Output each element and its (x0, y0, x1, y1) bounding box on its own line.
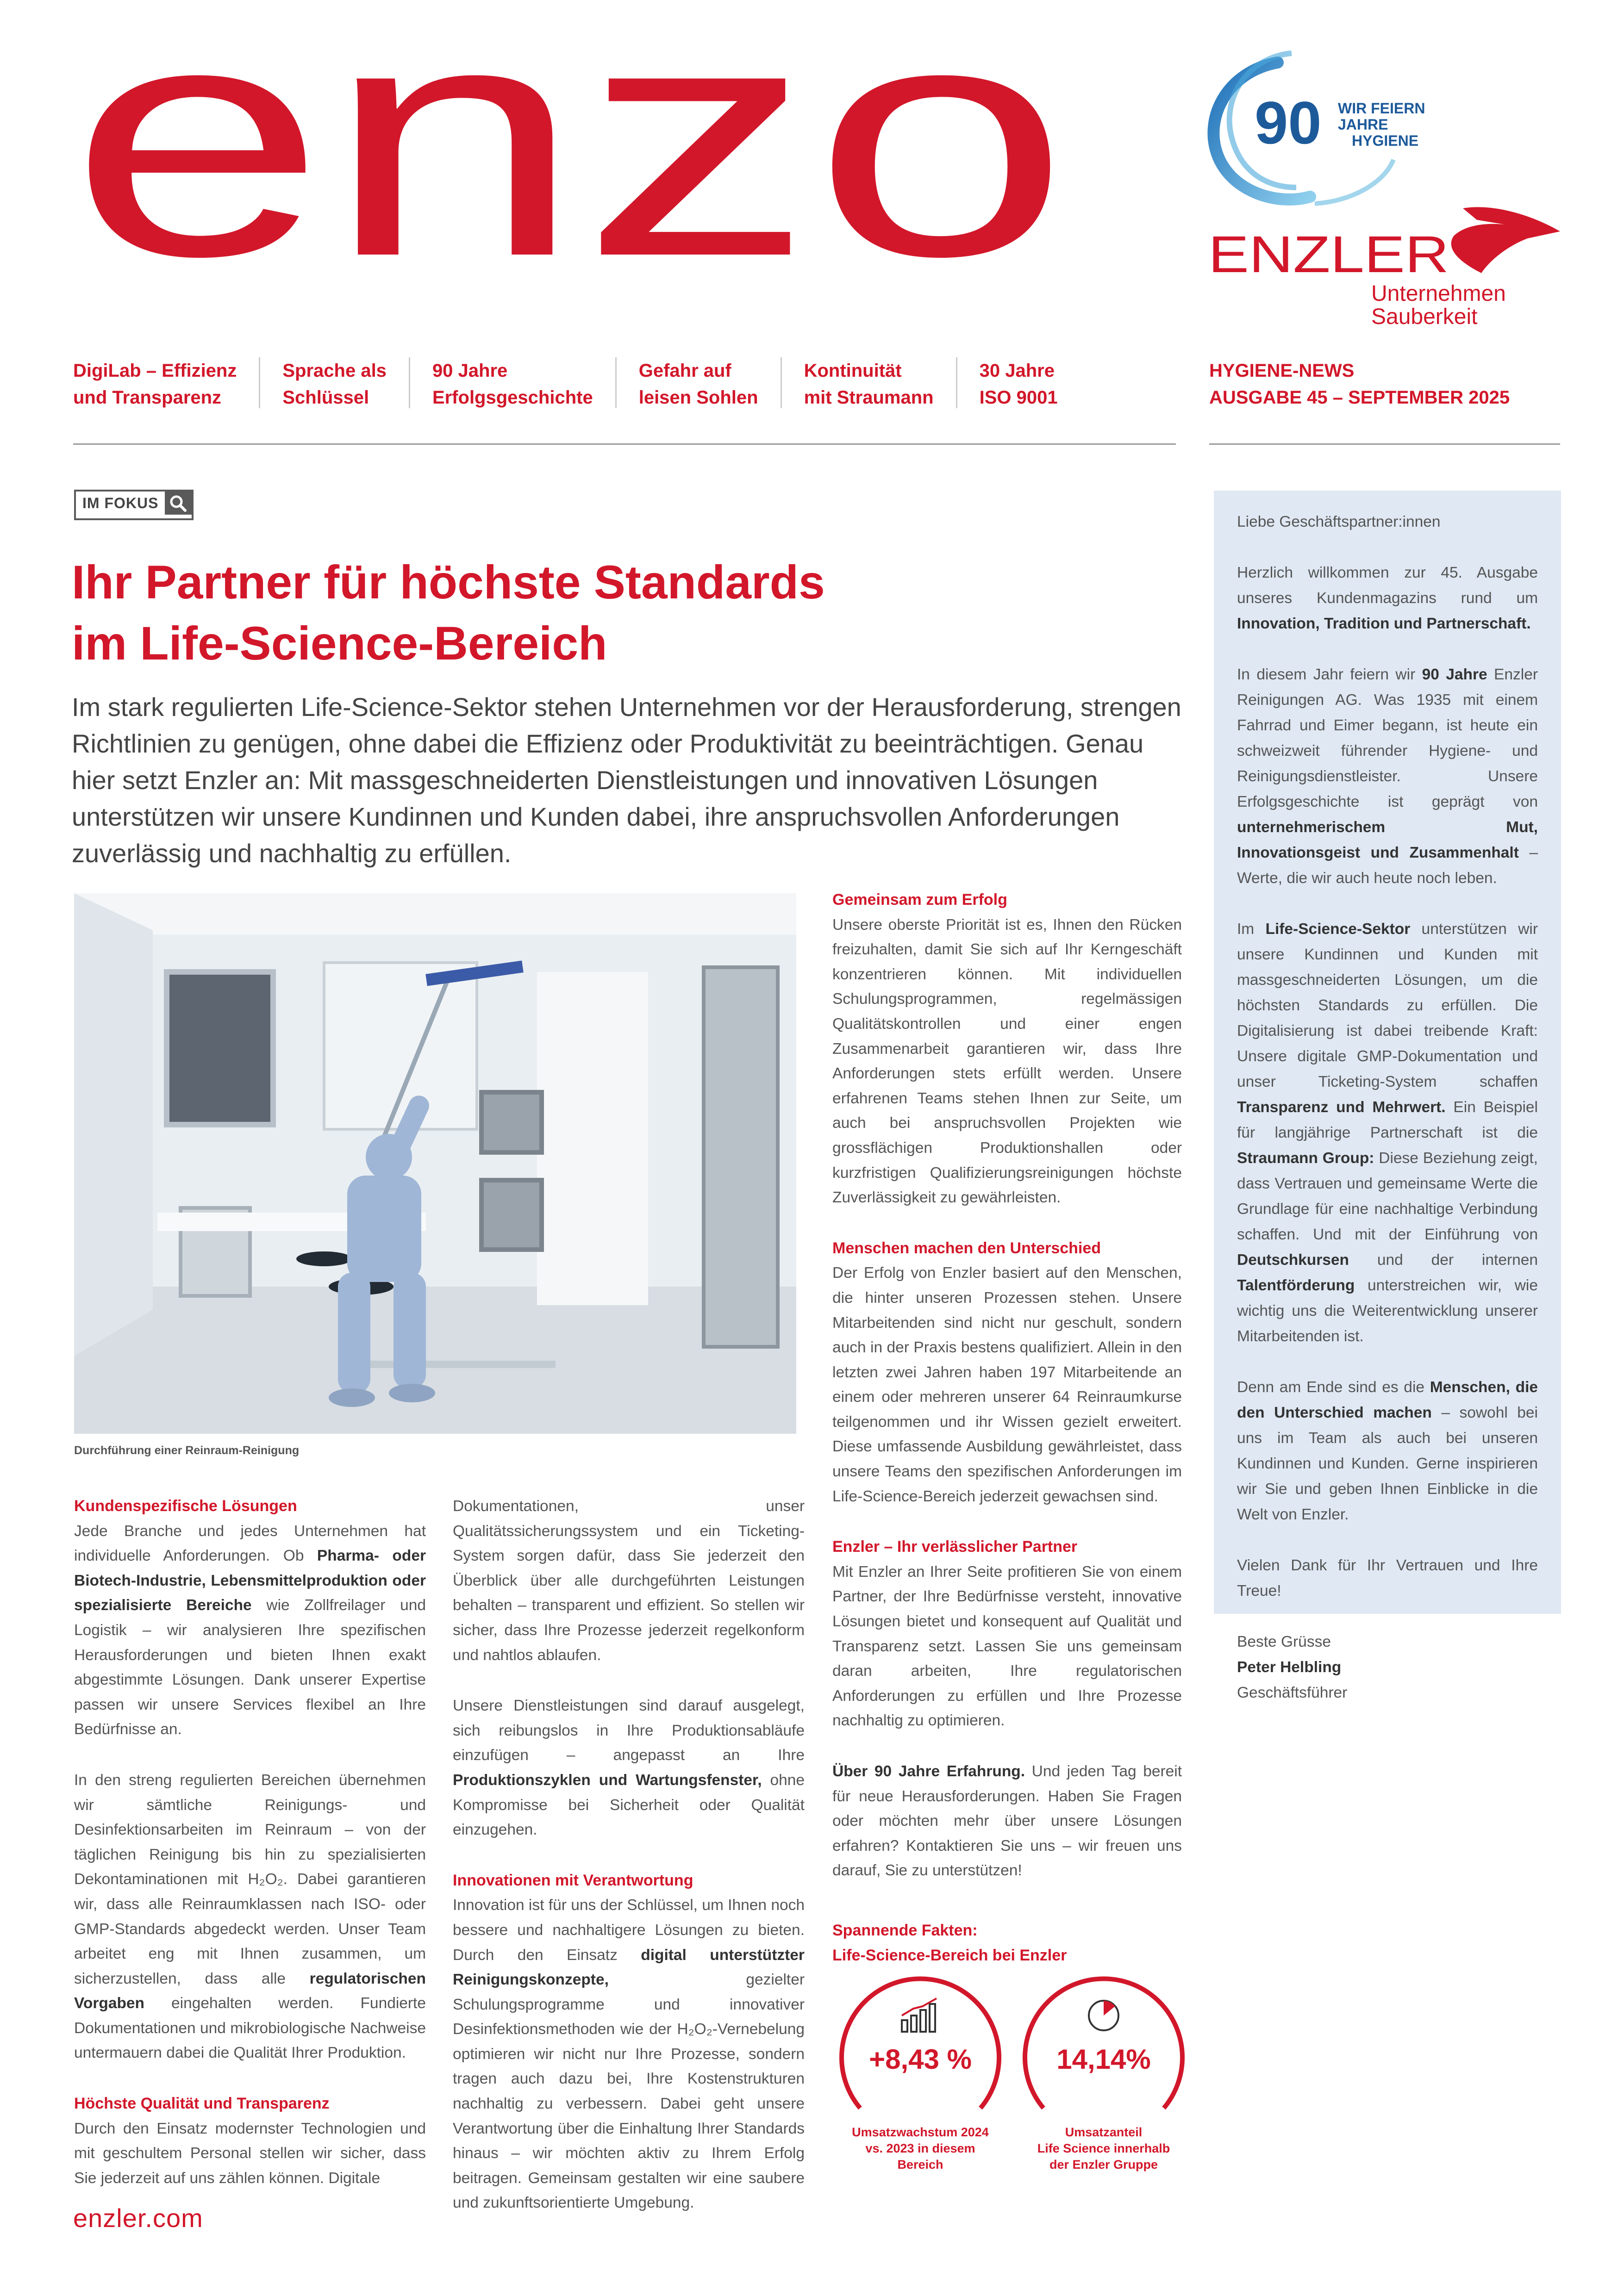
section-heading: Enzler – Ihr verlässlicher Partner (832, 1538, 1078, 1556)
stat-revenue-growth (832, 1969, 1008, 2172)
editorial-sidebar (1214, 491, 1561, 1701)
stat-revenue-share (1016, 1969, 1192, 2172)
paragraph: Unsere oberste Priorität ist es, Ihnen den Rücken freizuhalten, damit Sie sich auf Ihr Kerngeschäft konzentrieren können. Mit individuellen Schulungsprogrammen, regelmässigen Qualitätskontrollen und einer engen Zusammenarbeit garantieren wir, dass Ihre Anforderungen stets erfüllt werden. Unsere erfahrenen Teams stehen Ihnen zur Seite, um auch bei anspruchsvollen Projekten wie grossflächigen Produktionshallen oder kurzfristigen Qualifizierungsreinigungen höchste Zuverlässigkeit zu gewährleisten. (832, 916, 1182, 1207)
text: Und jeden Tag bereit für neue Herausforderungen. Haben Sie Fragen oder möchten mehr über unsere Lösungen erfahren? Kontaktieren Sie uns – wir freuen uns darauf, Sie zu unterstützen! (832, 1763, 1182, 1879)
masthead-title (69, 37, 1069, 296)
paragraph (832, 1759, 1182, 1883)
closing: Beste Grüsse (1237, 1633, 1331, 1650)
stat-caption-line: Life Science innerhalb (1037, 2141, 1170, 2155)
issue-line-2: AUSGABE 45 – SEPTEMBER 2025 (1209, 387, 1510, 408)
masthead-title-text: enzo (69, 37, 1069, 296)
text: unterstützen wir unsere Kundinnen und Kunden mit massgeschneiderten Lösungen, um die höchsten Standards zu erfüllen. Die Digitalisierung ist dabei treibende Kraft: Unsere digitale GMP-Dokumentation und unser Ticketing-System schaffen (1237, 921, 1538, 1090)
text: Innovation ist für uns der Schlüssel, um Ihnen noch bessere und nachhaltigere Lösungen zu bieten. Durch den Einsatz (453, 1897, 805, 1964)
bold-text: Life-Science-Sektor (1265, 921, 1411, 938)
bold-text: Talentförderung (1237, 1277, 1355, 1294)
greeting: Liebe Geschäftspartner:innen (1237, 513, 1441, 530)
issue-line-1: HYGIENE-NEWS (1209, 361, 1355, 381)
stat-value: 14,14% (1056, 2044, 1151, 2075)
growth-chart-icon (899, 1997, 941, 2034)
bold-text: digital unterstützter Reinigungskonzepte, (453, 1946, 805, 1989)
text: gezielter Schulungsprogramme und innovativer Desinfektionsmethoden wie der H₂O₂-Vernebelung optimieren wir nicht nur Ihre Prozesse, sondern tragen auch dazu bei, Ihre Kostenstrukturen nachhaltig zu verbessern. Dabei geht unsere Verantwortung über die Einhaltung Ihrer Standards hinaus – wir möchten aktiv zu Ihrem Erfolg beitragen. Gemeinsam gestalten wir eine saubere und zukunftsorientierte Umgebung. (453, 1971, 805, 2212)
text: unterstreichen wir, wie wichtig uns die Weiterentwicklung unserer Mitarbeitenden ist. (1237, 1277, 1538, 1345)
text: In diesem Jahr feiern wir (1237, 666, 1422, 683)
paragraph (74, 1519, 426, 1742)
text: Diese Beziehung zeigt, dass Vertrauen und gemeinsame Werte die Grundlage für eine nachhaltige Verbindung schaffen. Und mit der Einführung von (1237, 1150, 1538, 1243)
pie-chart-icon (1085, 1997, 1122, 2034)
text: Ein Beispiel für langjährige Partnerschaft ist die (1237, 1099, 1538, 1141)
text: Denn am Ende sind es die (1237, 1379, 1430, 1396)
brand-sub-1: Unternehmen (1371, 281, 1506, 306)
bold-text: Produktionszyklen und Wartungsfenster, (453, 1771, 762, 1789)
headline-line-2: im Life-Science-Bereich (72, 617, 607, 670)
section-heading: Höchste Qualität und Transparenz (74, 2095, 330, 2113)
headline-line-1: Ihr Partner für höchste Standards (72, 556, 825, 609)
share-wedge (1104, 2001, 1115, 2016)
paragraph: Vielen Dank für Ihr Vertrauen und Ihre Treue! (1237, 1557, 1538, 1599)
page-title (72, 552, 1160, 674)
search-icon (165, 492, 192, 515)
nav-item-gefahr[interactable]: Gefahr auf leisen Sohlen (615, 357, 781, 408)
anniversary-line-3: HYGIENE (1352, 132, 1419, 149)
stat-caption (1016, 2124, 1192, 2173)
enzler-logo (1204, 194, 1569, 333)
issue-info (1209, 357, 1580, 411)
article-column-1 (74, 1494, 426, 2216)
paragraph (453, 1893, 805, 2215)
fokus-tag (74, 490, 194, 520)
text: ohne Kompromisse bei Sicherheit oder Qualität einzugehen. (453, 1771, 805, 1839)
article-column-3 (832, 888, 1182, 1909)
nav-item-iso[interactable]: 30 Jahre ISO 9001 (956, 357, 1080, 408)
anniversary-line-1: WIR FEIERN (1338, 100, 1425, 117)
text: und der internen (1349, 1251, 1538, 1269)
stat-caption-line: Umsatzwachstum 2024 (852, 2125, 989, 2139)
nav-item-kontinuitaet[interactable]: Kontinuität mit Straumann (781, 357, 956, 408)
paragraph (74, 1768, 426, 2066)
text: Herzlich willkommen zur 45. Ausgabe unseres Kundenmagazins rund um (1237, 564, 1538, 607)
nav-item-90-jahre[interactable]: 90 Jahre Erfolgsgeschichte (409, 357, 615, 408)
text: Enzler Reinigungen AG. Was 1935 mit einem Fahrrad und Eimer begann, ist heute ein schweizweit führender Hygiene- und Reinigungsdienstleister. Unsere Erfolgsgeschichte ist geprägt von (1237, 666, 1538, 810)
fokus-label: IM FOKUS (76, 492, 165, 518)
brand-name: ENZLER (1208, 225, 1449, 283)
paragraph: Durch den Einsatz modernster Technologien und mit geschultem Personal stellen wir sicher, dass Sie jederzeit auf uns zählen können. Digitale (74, 2120, 426, 2187)
text: – sowohl bei uns im Team als auch bei unseren Kundinnen und Kunden. Gerne inspirieren wir Sie und geben Ihnen Einblicke in die Welt von Enzler. (1237, 1404, 1538, 1523)
facts-title-line-1: Spannende Fakten: (832, 1922, 978, 1939)
photo-caption: Durchführung einer Reinraum-Reinigung (74, 1444, 300, 1457)
divider (73, 443, 1176, 445)
topic-nav (73, 357, 1184, 408)
bold-text: Pharma- oder Biotech-Industrie, Lebensmittelproduktion oder spezialisierte Bereiche (74, 1547, 426, 1614)
paragraph: Mit Enzler an Ihrer Seite profitieren Sie von einem Partner, der Ihre Bedürfnisse versteht, innovative Lösungen bietet und konsequent auf Qualität und Transparenz setzt. Lassen Sie uns gemeinsam daran arbeiten, Ihre regulatorischen Anforderungen zu erfüllen und Ihre Prozesse nachhaltig zu optimieren. (832, 1563, 1182, 1730)
anniversary-number: 90 (1255, 89, 1322, 156)
section-heading: Kundenspezifische Lösungen (74, 1497, 297, 1515)
article-column-2 (453, 1494, 805, 2241)
stat-value: +8,43 % (869, 2044, 972, 2075)
bold-text: Innovation, Tradition und Partnerschaft. (1237, 615, 1531, 632)
enzler-swirl-icon (1451, 207, 1560, 273)
nav-item-digilab[interactable]: DigiLab – Effizienz und Transparenz (73, 361, 237, 408)
cleanroom-photo (74, 893, 796, 1434)
bold-text: unternehmerischem Mut, Innovationsgeist und Zusammenhalt (1237, 819, 1538, 861)
bold-text: Straumann Group: (1237, 1150, 1374, 1167)
section-heading: Gemeinsam zum Erfolg (832, 891, 1007, 908)
paragraph (1237, 1375, 1538, 1527)
nav-item-sprache[interactable]: Sprache als Schlüssel (259, 357, 409, 408)
text: In den streng regulierten Bereichen übernehmen wir sämtliche Reinigungs- und Desinfektionsarbeiten im Reinraum – von der täglichen Reinigung bis hin zu spezialisierten Dekontaminationen mit H₂O₂. Dabei garantieren wir, dass alle Reinraumklassen nach ISO- oder GMP-Standards abgedeckt werden. Unser Team arbeitet eng mit Ihnen zusammen, um sicherzustellen, dass alle (74, 1771, 426, 1987)
paragraph (1237, 560, 1538, 636)
paragraph (1237, 916, 1538, 1349)
paragraph (1237, 662, 1538, 891)
bold-text: Transparenz und Mehrwert. (1237, 1099, 1446, 1116)
bold-text: 90 Jahre (1422, 666, 1487, 683)
facts-title (832, 1918, 1067, 1968)
text: Jede Branche und jedes Unternehmen hat individuelle Anforderungen. Ob (74, 1522, 426, 1565)
stat-caption-line: der Enzler Gruppe (1049, 2158, 1158, 2172)
anniversary-line-2: JAHRE (1338, 116, 1388, 133)
paragraph: Dokumentationen, unser Qualitätssicherungssystem und ein Ticketing-System sorgen dafür, dass Sie jederzeit den Überblick über alle durchgeführten Leistungen behalten – transparent und effizient. So stellen wir sicher, dass Ihre Prozesse jederzeit regelkonform und nahtlos ablaufen. (453, 1498, 805, 1664)
brand-sub-2: Sauberkeit (1371, 305, 1478, 329)
text: Unsere Dienstleistungen sind darauf ausgelegt, sich reibungslos in Ihre Produktionsabläufe einzufügen – angepasst an Ihre (453, 1697, 805, 1764)
section-heading: Menschen machen den Unterschied (832, 1239, 1101, 1257)
bold-text: Deutschkursen (1237, 1251, 1349, 1269)
signatory-name: Peter Helbling (1237, 1659, 1342, 1676)
stat-caption (832, 2124, 1008, 2173)
divider (1209, 443, 1560, 445)
anniversary-badge (1199, 44, 1495, 211)
text: wie Zollfreilager und Logistik – wir analysieren Ihre spezifischen Herausforderungen und bieten Ihnen exakt abgestimmte Lösungen. Dank unserer Expertise passen wir unsere Services flexibel an Ihre Bedürfnisse an. (74, 1597, 426, 1738)
stat-caption-line: vs. 2023 in diesem (865, 2141, 975, 2155)
text: Im (1237, 921, 1266, 938)
footer-url-link[interactable]: enzler.com (73, 2203, 203, 2233)
section-heading: Innovationen mit Verantwortung (453, 1871, 693, 1889)
bold-text: Menschen, die den Unterschied machen (1237, 1379, 1538, 1421)
paragraph (453, 1693, 805, 1842)
stat-caption-line: Bereich (897, 2158, 943, 2172)
stat-caption-line: Umsatzanteil (1065, 2125, 1143, 2139)
signatory-role: Geschäftsführer (1237, 1684, 1348, 1701)
paragraph: Der Erfolg von Enzler basiert auf den Menschen, die hinter unseren Prozessen stehen. Unsere Mitarbeitenden sind nicht nur geschult, sondern auch in der Praxis bestens qualifiziert. Allein in den letzten zwei Jahren haben 197 Mitarbeitende an einem oder mehreren unserer 64 Reinraumkurse teilgenommen und ihr Wissen gezielt erweitert. Diese umfassende Ausbildung gewährleistet, dass unsere Teams den spezifischen Anforderungen im Life-Science-Bereich jederzeit gewachsen sind. (832, 1264, 1182, 1505)
text: – Werte, die wir auch heute noch leben. (1237, 844, 1538, 887)
lead-paragraph: Im stark regulierten Life-Science-Sektor stehen Unternehmen vor der Herausforderung, strengen Richtlinien zu genügen, ohne dabei die Effizienz oder Produktivität zu beeinträchtigen. Genau hier setzt Enzler an: Mit massgeschneiderten Dienstleistungen und innovativen Lösungen unterstützen wir unsere Kundinnen und Kunden dabei, ihre anspruchsvollen Anforderungen zuverlässig und nachhaltig zu erfüllen. (72, 692, 1181, 868)
facts-title-line-2: Life-Science-Bereich bei Enzler (832, 1946, 1067, 1964)
bold-text: regulatorischen Vorgaben (74, 1970, 426, 2012)
text: eingehalten werden. Fundierte Dokumentationen und mikrobiologische Nachweise untermauern dabei die Qualität Ihrer Produktion. (74, 1995, 426, 2062)
bold-text: Über 90 Jahre Erfahrung. (832, 1763, 1025, 1780)
